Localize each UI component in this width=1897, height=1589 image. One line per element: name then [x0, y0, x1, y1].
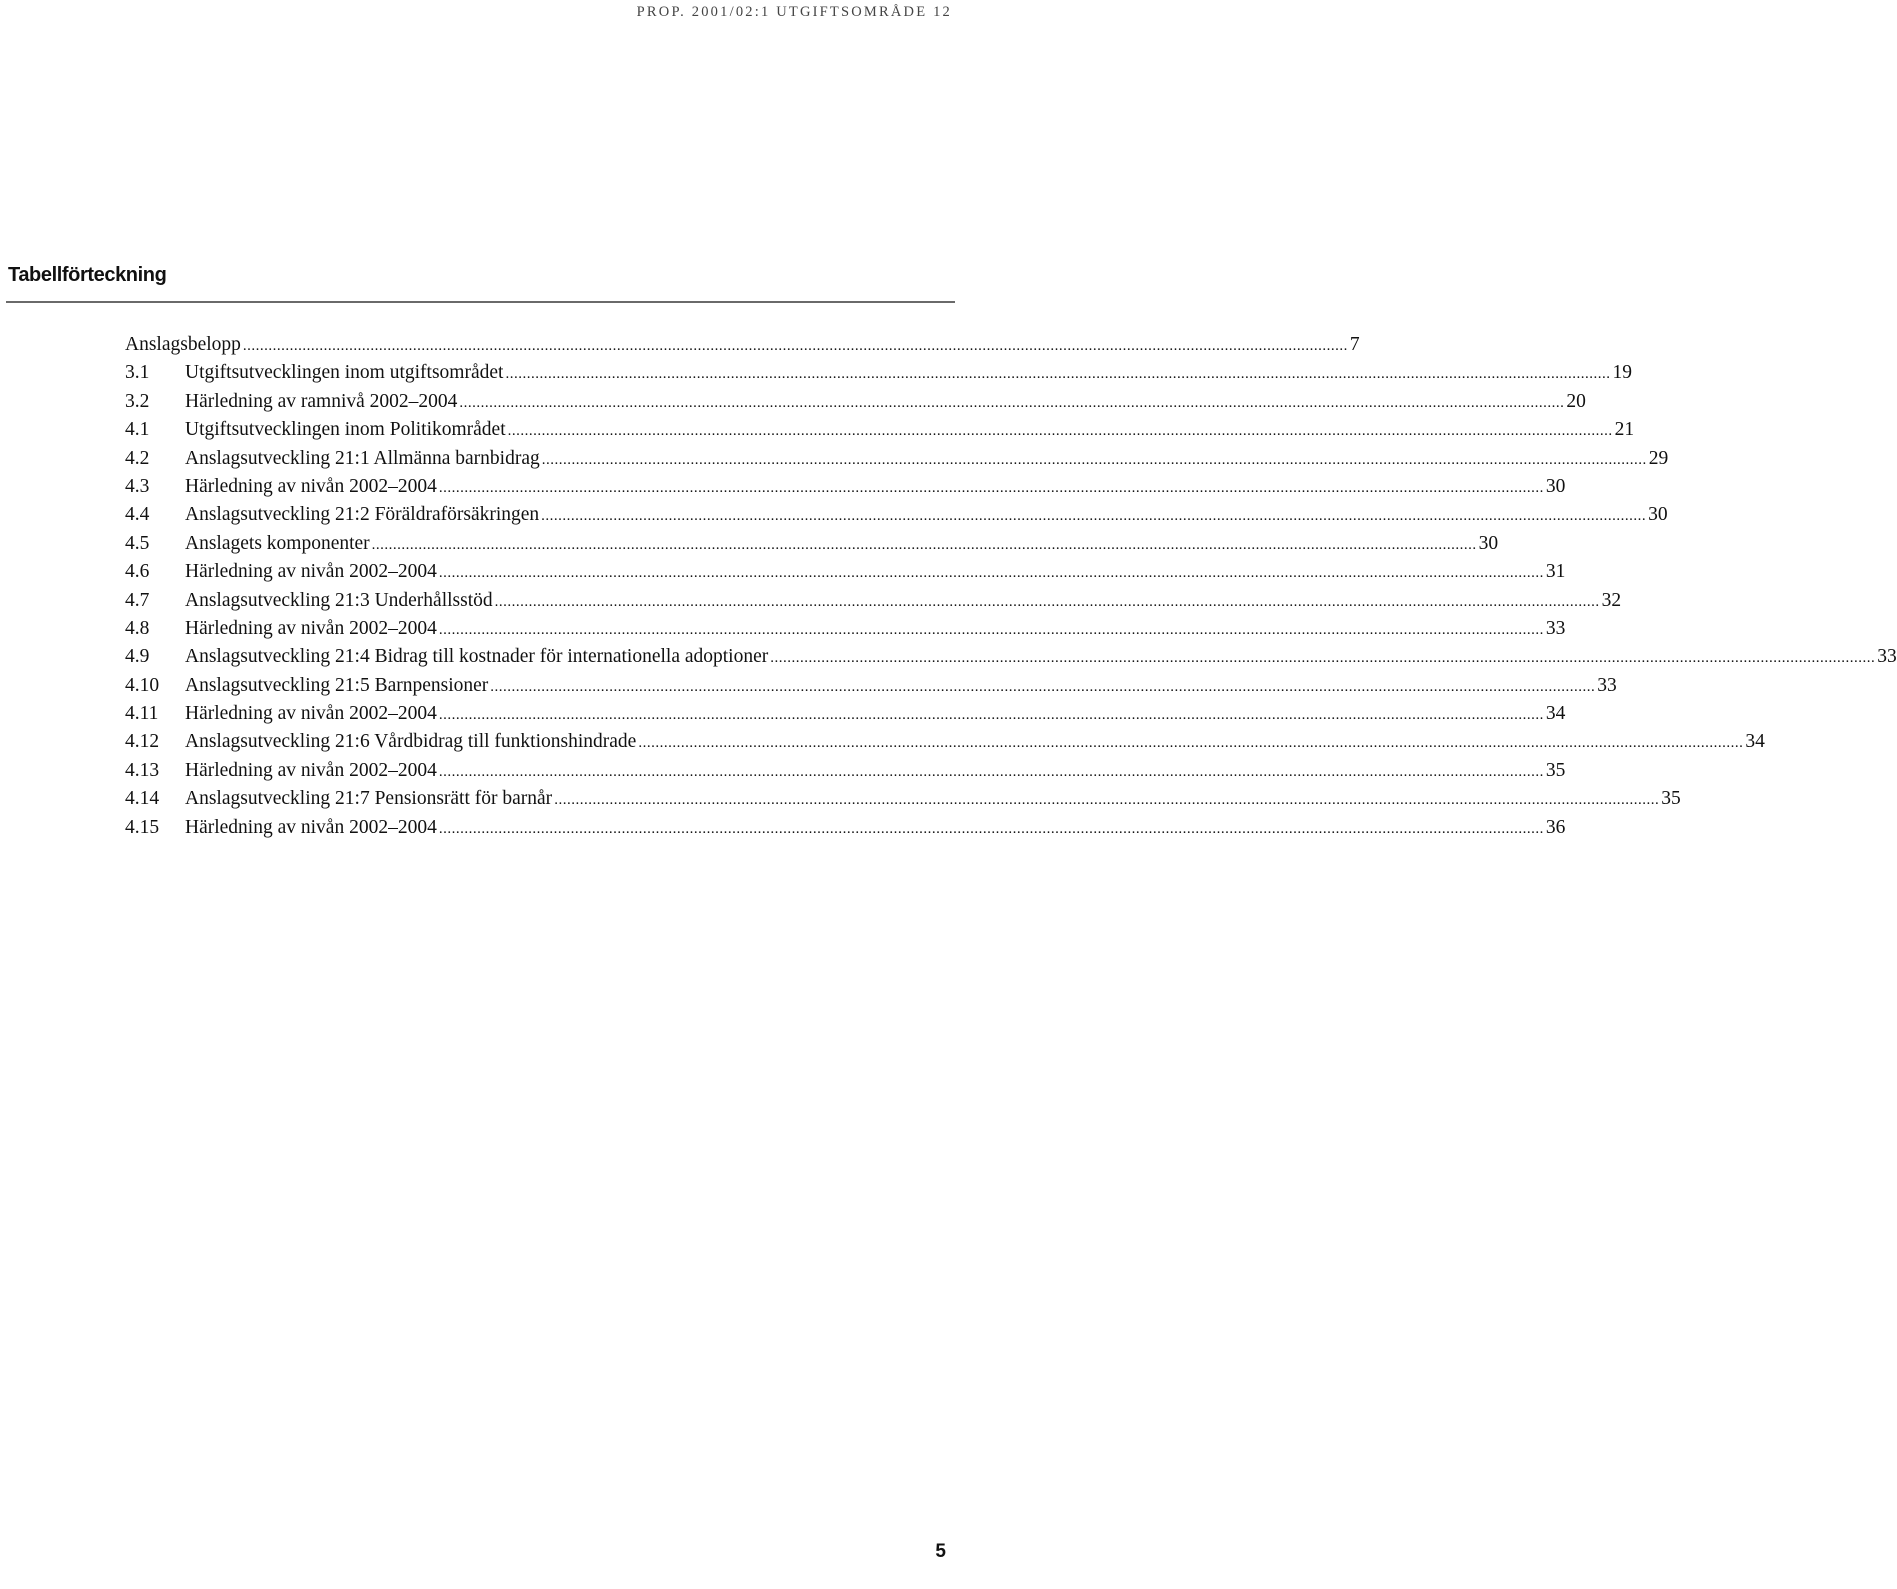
toc-entry-title: Utgiftsutvecklingen inom utgiftsområdet	[185, 362, 504, 384]
dot-leader: ....................................................................................................................................................................................................................................................................	[438, 820, 1544, 837]
section-title: Tabellförteckning	[8, 264, 167, 286]
toc-entry[interactable]	[125, 700, 1566, 728]
toc-entry[interactable]	[125, 530, 1499, 558]
dot-leader: ....................................................................................................................................................................................................................................................................	[242, 338, 1348, 354]
toc-entry-page: 35	[1545, 759, 1566, 781]
toc-entry-number: 4.10	[125, 674, 160, 696]
toc-entry[interactable]	[125, 757, 1566, 785]
toc-entry-page: 20	[1566, 390, 1586, 412]
toc-entry-number: 4.8	[125, 617, 150, 639]
dot-leader: ....................................................................................................................................................................................................................................................................	[438, 479, 1544, 496]
toc-entry-page: 31	[1545, 561, 1566, 583]
dot-leader: ....................................................................................................................................................................................................................................................................	[770, 650, 1876, 667]
toc-entry-page: 30	[1648, 504, 1668, 526]
toc-entry-title: Anslagsutveckling 21:2 Föräldraförsäkringen	[185, 504, 540, 526]
toc-entry-page: 19	[1612, 362, 1632, 384]
toc-entry[interactable]	[125, 331, 1360, 359]
toc-entry[interactable]	[125, 814, 1566, 842]
toc-entry[interactable]	[125, 501, 1668, 529]
toc-entry-page: 32	[1601, 589, 1622, 611]
dot-leader: ....................................................................................................................................................................................................................................................................	[490, 678, 1596, 695]
toc-entry[interactable]	[125, 558, 1566, 586]
dot-leader: ....................................................................................................................................................................................................................................................................	[541, 451, 1647, 468]
toc-entry[interactable]	[125, 785, 1681, 813]
toc-entry-number: 4.12	[125, 731, 160, 753]
toc-entry-title: Härledning av nivån 2002–2004	[185, 617, 437, 639]
toc-entry[interactable]	[125, 672, 1617, 700]
dot-leader: ....................................................................................................................................................................................................................................................................	[541, 508, 1647, 525]
dot-leader: ....................................................................................................................................................................................................................................................................	[507, 423, 1613, 440]
toc-entry-title: Anslagsutveckling 21:4 Bidrag till kostnader för internationella adoptioner	[185, 646, 769, 668]
toc-entry-title: Anslagsutveckling 21:6 Vårdbidrag till funktionshindrade	[185, 731, 637, 753]
toc-entry[interactable]	[125, 445, 1669, 473]
toc-entry-page: 30	[1478, 532, 1499, 554]
toc-entry[interactable]	[125, 359, 1632, 387]
page-number: 5	[935, 1541, 946, 1562]
toc-entry-page: 34	[1545, 703, 1566, 725]
toc-entry-page: 34	[1745, 731, 1765, 753]
toc-entry-title: Härledning av nivån 2002–2004	[185, 816, 437, 838]
toc-entry-page: 35	[1661, 788, 1681, 810]
dot-leader: ....................................................................................................................................................................................................................................................................	[438, 565, 1544, 582]
toc-entry-number: 4.2	[125, 447, 150, 469]
toc-entry-number: 4.13	[125, 759, 160, 781]
toc-entry-number: 3.1	[125, 362, 150, 384]
toc-entry[interactable]	[125, 416, 1635, 444]
toc-entry[interactable]	[125, 473, 1566, 501]
dot-leader: ....................................................................................................................................................................................................................................................................	[554, 792, 1660, 809]
toc-entry-page: 33	[1877, 646, 1897, 668]
toc-entry-title: Anslagsutveckling 21:7 Pensionsrätt för barnår	[185, 788, 553, 810]
dot-leader: ....................................................................................................................................................................................................................................................................	[438, 621, 1544, 638]
toc-entry-number: 4.4	[125, 504, 150, 526]
toc-entry-title: Utgiftsutvecklingen inom Politikområdet	[185, 419, 506, 441]
toc-entry-title: Härledning av nivån 2002–2004	[185, 561, 437, 583]
dot-leader: ....................................................................................................................................................................................................................................................................	[505, 366, 1611, 383]
toc-entry-number: 4.11	[125, 703, 159, 725]
toc-entry-number: 3.2	[125, 390, 150, 412]
dot-leader: ....................................................................................................................................................................................................................................................................	[371, 536, 1477, 553]
toc-entry-title: Härledning av nivån 2002–2004	[185, 475, 437, 497]
toc-entry-title: Härledning av nivån 2002–2004	[185, 703, 437, 725]
toc-entry-number: 4.6	[125, 561, 150, 583]
toc-entry-number: 4.7	[125, 589, 150, 611]
toc-entry-number: 4.5	[125, 532, 150, 554]
toc-entry-page: 36	[1545, 816, 1566, 838]
dot-leader: ....................................................................................................................................................................................................................................................................	[438, 707, 1544, 724]
toc-entry[interactable]	[125, 615, 1566, 643]
toc-entry[interactable]	[125, 643, 1897, 671]
toc-entry-title: Anslagsbelopp	[125, 334, 241, 355]
running-header: PROP. 2001/02:1 UTGIFTSOMRÅDE 12	[636, 4, 952, 20]
toc-entry-number: 4.3	[125, 475, 150, 497]
toc-entry-page: 33	[1597, 674, 1617, 696]
toc-entry-number: 4.14	[125, 788, 160, 810]
table-of-contents-list	[125, 331, 1897, 842]
toc-entry-page: 21	[1614, 419, 1635, 441]
toc-entry-page: 7	[1349, 334, 1360, 355]
toc-entry-page: 29	[1648, 447, 1669, 469]
dot-leader: ....................................................................................................................................................................................................................................................................	[494, 593, 1600, 610]
toc-entry-number: 4.1	[125, 419, 150, 441]
dot-leader: ....................................................................................................................................................................................................................................................................	[459, 394, 1565, 411]
toc-entry-title: Anslagets komponenter	[185, 532, 370, 554]
toc-entry-title: Anslagsutveckling 21:3 Underhållsstöd	[185, 589, 493, 611]
toc-entry-title: Härledning av nivån 2002–2004	[185, 759, 437, 781]
toc-entry[interactable]	[125, 728, 1765, 756]
toc-entry-title: Härledning av ramnivå 2002–2004	[185, 390, 458, 412]
toc-entry-page: 30	[1545, 475, 1566, 497]
toc-entry-title: Anslagsutveckling 21:1 Allmänna barnbidrag	[185, 447, 540, 469]
toc-entry-number: 4.15	[125, 816, 160, 838]
toc-entry[interactable]	[125, 587, 1622, 615]
toc-entry-page: 33	[1545, 617, 1566, 639]
dot-leader: ....................................................................................................................................................................................................................................................................	[438, 763, 1544, 780]
toc-entry-number: 4.9	[125, 646, 150, 668]
dot-leader: ....................................................................................................................................................................................................................................................................	[638, 735, 1744, 752]
toc-entry[interactable]	[125, 388, 1586, 416]
toc-entry-title: Anslagsutveckling 21:5 Barnpensioner	[185, 674, 489, 696]
title-rule	[6, 301, 955, 303]
